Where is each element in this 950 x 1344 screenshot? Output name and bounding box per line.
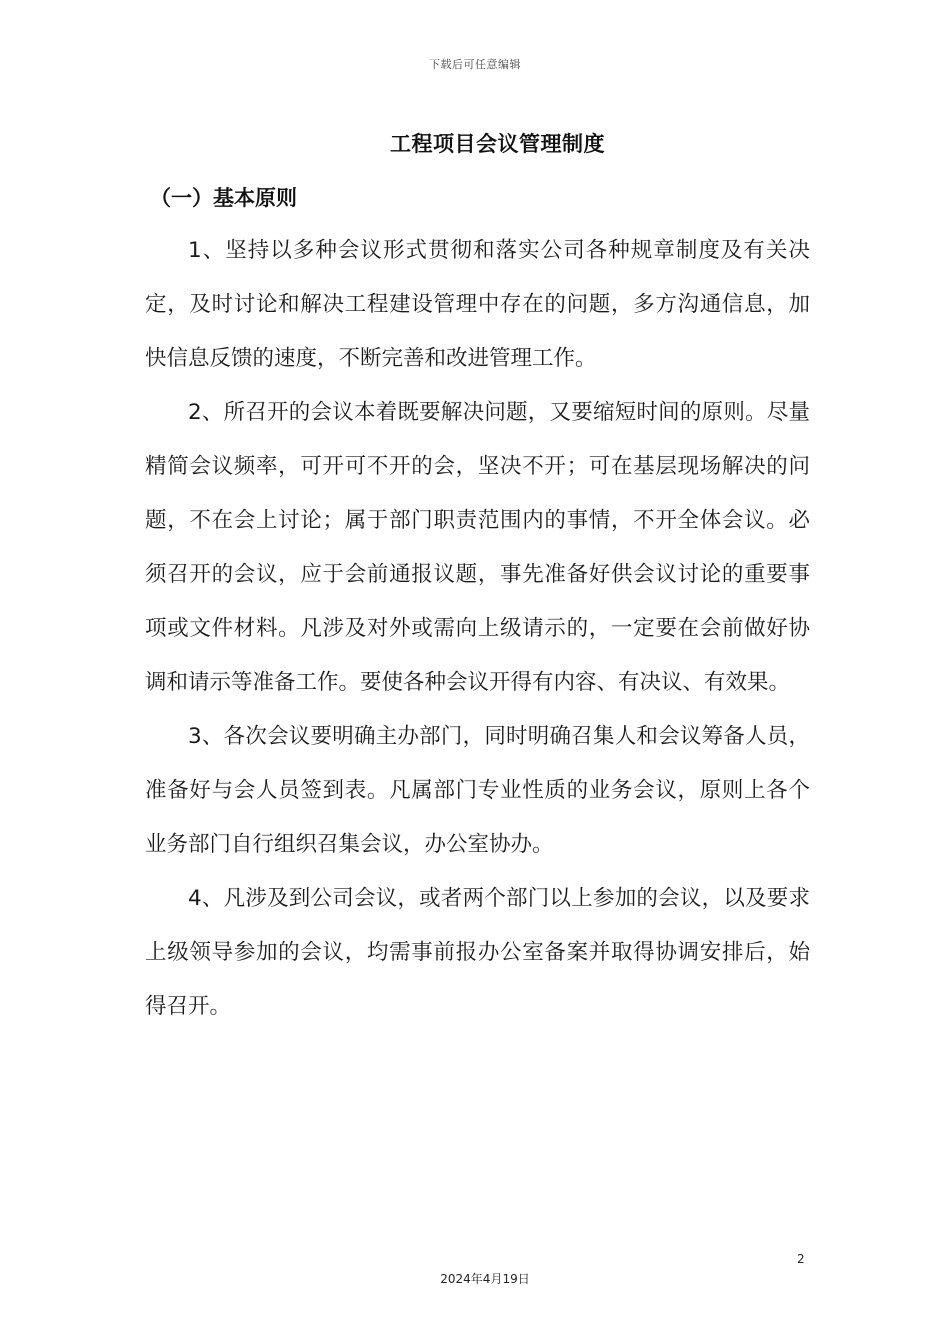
document-title: 工程项目会议管理制度: [390, 132, 605, 156]
paragraph-3: 3、各次会议要明确主办部门，同时明确召集人和会议筹备人员，准备好与会人员签到表。凡属部门专业性质的业务会议，原则上各个业务部门自行组织召集会议，办公室协办。: [145, 724, 810, 857]
paragraph-2: 2、所召开的会议本着既要解决问题，又要缩短时间的原则。尽量精简会议频率，可开可不开的会，坚决不开；可在基层现场解决的问题，不在会上讨论；属于部门职责范围内的事情，不开全体会议。必须召开的会议，应于会前通报议题，事先准备好供会议讨论的重要事项或文件材料。凡涉及对外或需向上级请示的，一定要在会前做好协调和请示等准备工作。要使各种会议开得有内容、有决议、有效果。: [145, 400, 810, 695]
footer-date: 2024年4月19日: [440, 1272, 530, 1286]
paragraph-4: 4、凡涉及到公司会议，或者两个部门以上参加的会议，以及要求上级领导参加的会议，均需事前报办公室备案并取得协调安排后，始得召开。: [145, 886, 810, 1019]
page-number: 2: [797, 1252, 805, 1266]
document-body: [145, 224, 810, 1034]
paragraph-1: 1、坚持以多种会议形式贯彻和落实公司各种规章制度及有关决定，及时讨论和解决工程建设管理中存在的问题，多方沟通信息，加快信息反馈的速度，不断完善和改进管理工作。: [145, 238, 810, 371]
header-note: 下载后可任意编辑: [429, 58, 521, 71]
section-heading: （一）基本原则: [150, 186, 297, 210]
